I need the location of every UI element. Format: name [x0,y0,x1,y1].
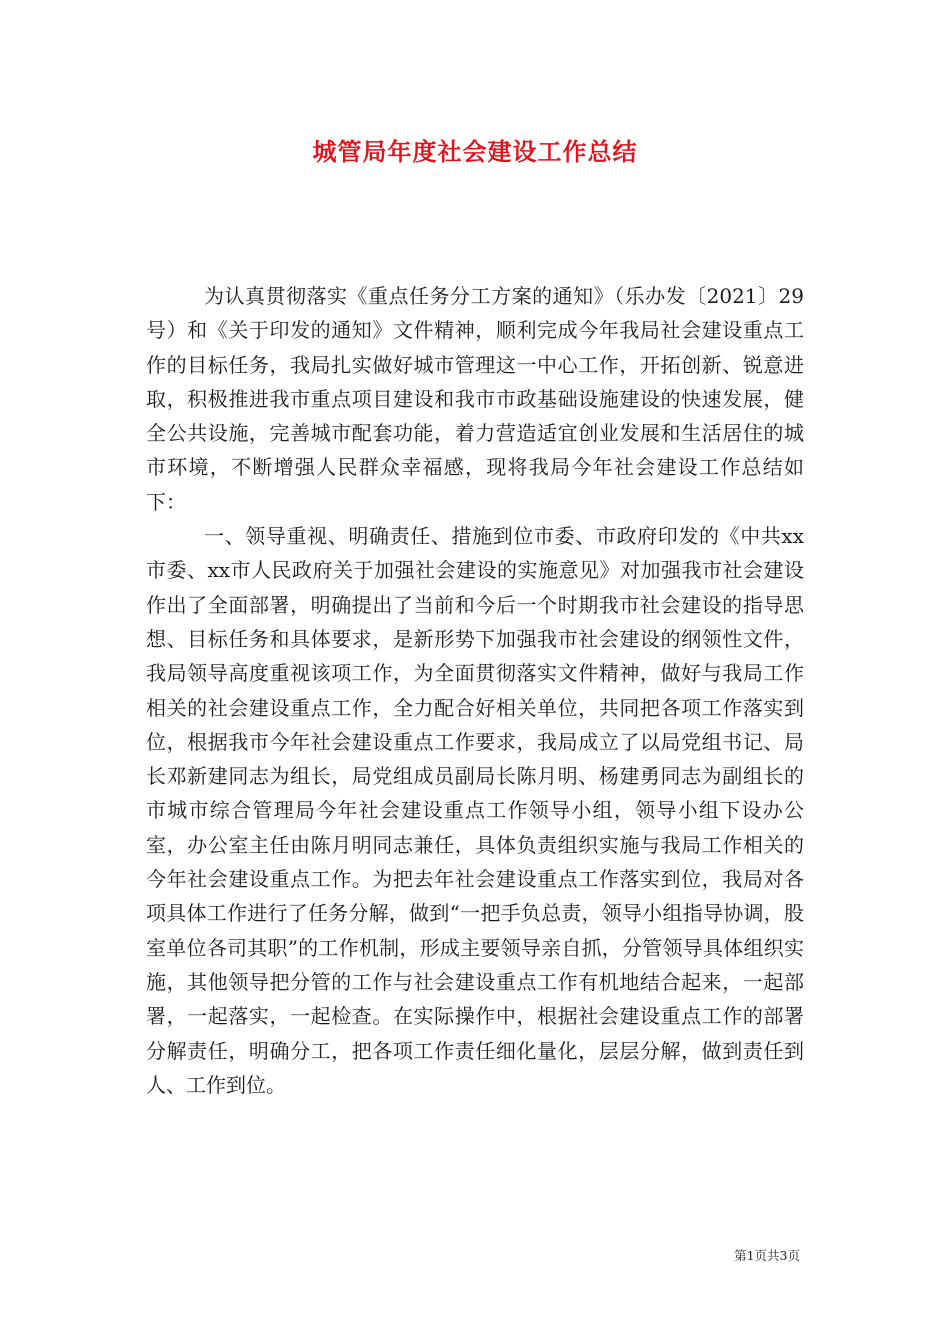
paragraph-section-one: 一、领导重视、明确责任、措施到位市委、市政府印发的《中共xx市委、xx市人民政府关于加强社会建设的实施意见》对加强我市社会建设作出了全面部署，明确提出了当前和今后一个时期我市社会建设的指导思想、目标任务和具体要求，是新形势下加强我市社会建设的纲领性文件，我局领导高度重视该项工作，为全面贯彻落实文件精神，做好与我局工作相关的社会建设重点工作，全力配合好相关单位，共同把各项工作落实到位，根据我市今年社会建设重点工作要求，我局成立了以局党组书记、局长邓新建同志为组长，局党组成员副局长陈月明、杨建勇同志为副组长的市城市综合管理局今年社会建设重点工作领导小组，领导小组下设办公室，办公室主任由陈月明同志兼任，具体负责组织实施与我局工作相关的今年社会建设重点工作。为把去年社会建设重点工作落实到位，我局对各项具体工作进行了任务分解，做到“一把手负总责，领导小组指导协调，股室单位各司其职”的工作机制，形成主要领导亲自抓，分管领导具体组织实施，其他领导把分管的工作与社会建设重点工作有机地结合起来，一起部署，一起落实，一起检查。在实际操作中，根据社会建设重点工作的部署分解责任，明确分工，把各项工作责任细化量化，层层分解，做到责任到人、工作到位。 [146,524,804,1097]
page-number-footer: 第1页共3页 [734,1248,800,1263]
paragraph-intro: 为认真贯彻落实《重点任务分工方案的通知》（乐办发〔2021〕29号）和《关于印发的通知》文件精神，顺利完成今年我局社会建设重点工作的目标任务，我局扎实做好城市管理这一中心工作，开拓创新、锐意进取，积极推进我市重点项目建设和我市市政基础设施建设的快速发展，健全公共设施，完善城市配套功能，着力营造适宜创业发展和生活居住的城市环境，不断增强人民群众幸福感，现将我局今年社会建设工作总结如下： [146,284,804,514]
document-title: 城管局年度社会建设工作总结 [312,137,638,166]
document-body [146,279,804,1102]
